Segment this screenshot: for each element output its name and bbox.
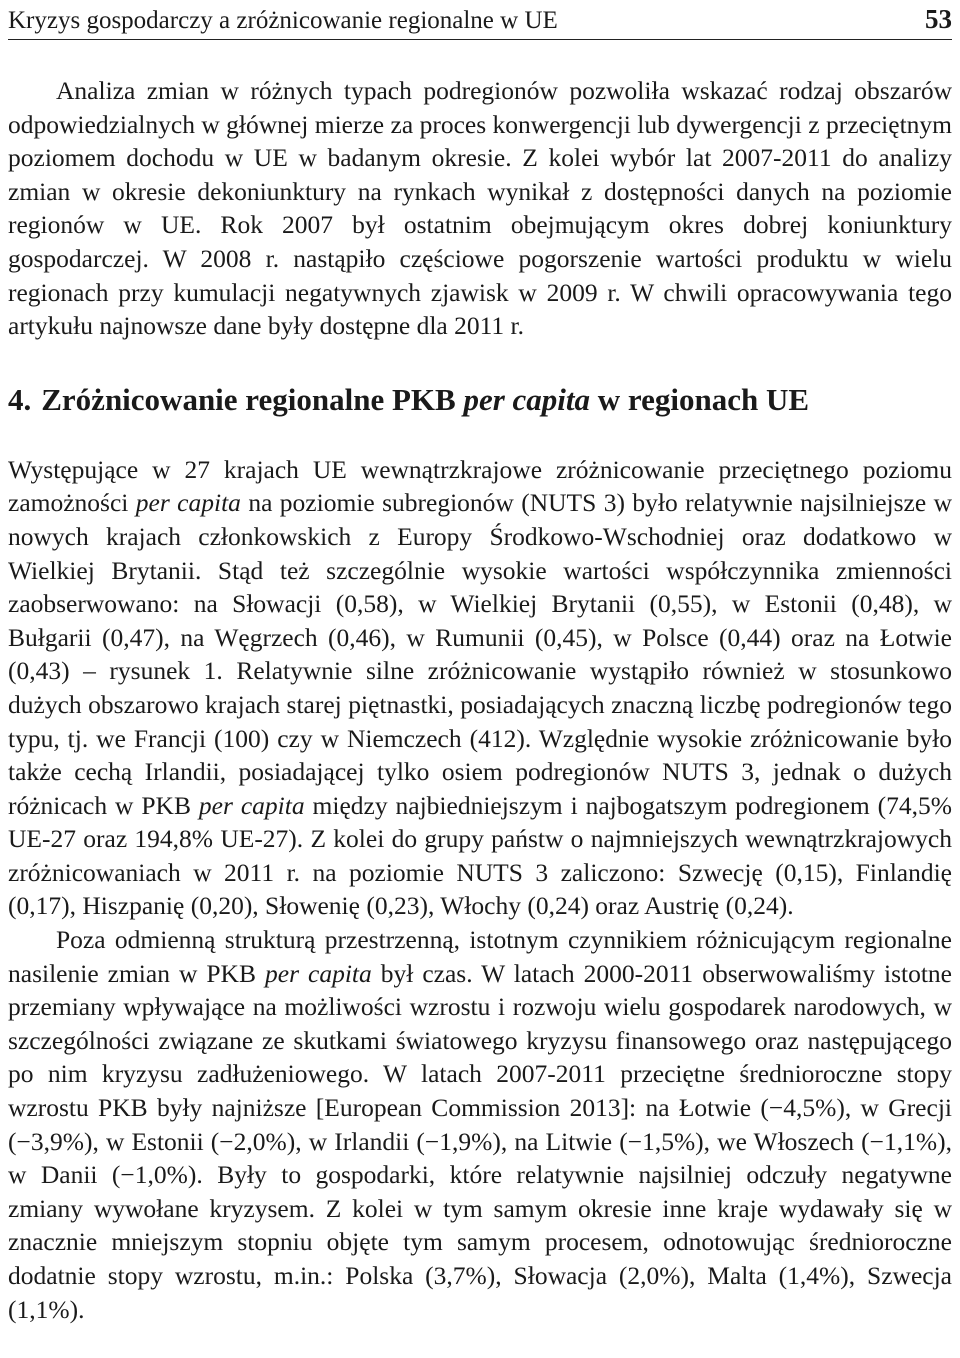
section-heading bbox=[8, 381, 952, 419]
body-paragraph-1-italic-2: per capita bbox=[198, 790, 305, 820]
body-paragraph-2 bbox=[8, 923, 952, 1326]
intro-paragraph: Analiza zmian w różnych typach podregionów pozwoliła wskazać rodzaj obszarów odpowiedzialnych w głównej mierze za proces konwergencji lub dywergencji z przeciętnym poziomem dochodu w UE w badanym okresie. Z kolei wybór lat 2007-2011 do analizy zmian w okresie dekoniunktury na rynkach wynikał z dostępności danych na poziomie regionów w UE. Rok 2007 był ostatnim obejmującym okres dobrej koniunktury gospodarczej. W 2008 r. nastąpiło częściowe pogorszenie wartości produktu w wielu regionach przy kumulacji negatywnych zjawisk w 2009 r. W chwili opracowywania tego artykułu najnowsze dane były dostępne dla 2011 r. bbox=[8, 76, 952, 341]
body-paragraph-1-text-1: Występujące w 27 krajach UE wewnątrzkrajowe zróżnicowanie przeciętnego poziomu zamożności bbox=[8, 454, 952, 518]
section-number: 4. bbox=[8, 381, 32, 417]
section-title-part-1: Zróżnicowanie regionalne PKB bbox=[41, 381, 464, 417]
body-paragraph-1-text-3: między najbiedniejszym i najbogatszym podregionem (74,5% UE-27 oraz 194,8% UE-27). Z kolei do grupy państw o najmniejszych wewnątrzkrajowych zróżnicowaniach w 2011 r. na poziomie NUTS 3 zaliczono: Szwecję (0,15), Finlandię (0,17), Hiszpanię (0,20), Słowenię (0,23), Włochy (0,24) oraz Austrię (0,24). bbox=[8, 790, 952, 921]
page-number: 53 bbox=[925, 4, 952, 34]
body-paragraph-2-text-1: Poza odmienną strukturą przestrzenną, istotnym czynnikiem różnicującym regionalne nasilenie zmian w PKB bbox=[8, 925, 952, 988]
body-paragraph-2-italic-1: per capita bbox=[265, 958, 372, 988]
running-title: Kryzys gospodarczy a zróżnicowanie regionalne w UE bbox=[8, 7, 558, 34]
body-paragraph-2-text-2: był czas. W latach 2000-2011 obserwowaliśmy istotne przemiany wpływające na możliwości wzrostu i rozwoju wielu gospodarek narodowych, w szczególności związane ze skutkami światowego kryzysu finansowego oraz następującego po nim kryzysu zadłużeniowego. W latach 2007-2011 przeciętne średnioroczne stopy wzrostu PKB były najniższe [European Commission 2013]: na Łotwie (−4,5%), w Grecji (−3,9%), w Estonii (−2,0%), w Irlandii (−1,9%), na Litwie (−1,5%), we Włoszech (−1,1%), w Danii (−1,0%). Były to gospodarki, które relatywnie najsilniej odczuły negatywne zmiany wywołane kryzysem. Z kolei w tym samym okresie inne kraje wydawały się w znacznie mniejszym stopniu objęte tym samym procesem, odnotowując średnioroczne dodatnie stopy wzrostu, m.in.: Polska (3,7%), Słowacja (2,0%), Malta (1,4%), Szwecja (1,1%). bbox=[8, 958, 953, 1324]
body-paragraph-1-italic-1: per capita bbox=[135, 488, 241, 518]
body-paragraph-1-text-2: na poziomie subregionów (NUTS 3) było relatywnie najsilniejsze w nowych krajach członkowskich z Europy Środkowo-Wschodniej oraz dodatkowo w Wielkiej Brytanii. Stąd też szczególnie wysokie wartości współczynnika zmienności zaobserwowano: na Słowacji (0,58), w Wielkiej Brytanii (0,55), w Estonii (0,48), w Bułgarii (0,47), na Węgrzech (0,46), w Rumunii (0,45), w Polsce (0,44) oraz na Łotwie (0,43) – rysunek 1. Relatywnie silne zróżnicowanie wystąpiło również w stosunkowo dużych obszarowo krajach starej piętnastki, posiadających znaczną liczbę podregionów tego typu, tj. we Francji (100) czy w Niemczech (412). Względnie wysokie zróżnicowanie było także cechą Irlandii, posiadającej tylko osiem podregionów NUTS 3, jednak o dużych różnicach w PKB bbox=[8, 488, 952, 820]
body-paragraph-1 bbox=[8, 453, 952, 923]
running-head bbox=[8, 0, 952, 40]
section-title-italic: per capita bbox=[463, 381, 591, 417]
section-title-part-2: w regionach UE bbox=[590, 381, 810, 417]
